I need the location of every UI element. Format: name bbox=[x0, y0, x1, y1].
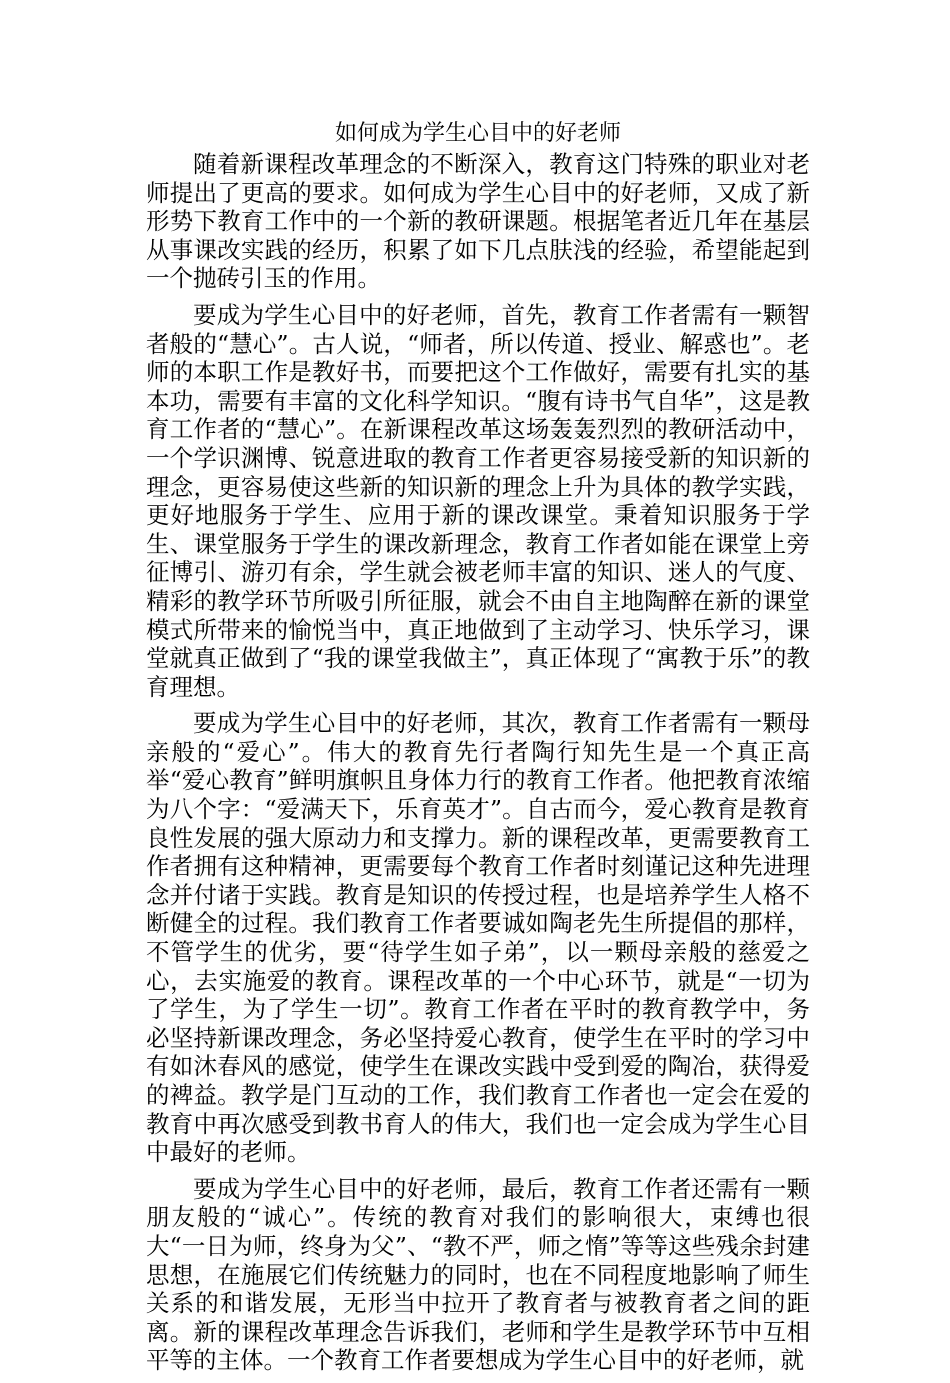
paragraph-love: 要成为学生心目中的好老师，其次，教育工作者需有一颗母亲般的“爱心”。伟大的教育先行者陶行知先生是一个真正高举“爱心教育”鲜明旗帜且身体力行的教育工作者。他把教育浓缩为八个字：“爱满天下，乐育英才”。自古而今，爱心教育是教育良性发展的强大原动力和支撑力。新的课程改革，更需要教育工作者拥有这种精神，更需要每个教育工作者时刻谨记这种先进理念并付诸于实践。教育是知识的传授过程，也是培养学生人格不断健全的过程。我们教育工作者要诚如陶老先生所提倡的那样，不管学生的优劣，要“待学生如子弟”，以一颗母亲般的慈爱之心，去实施爱的教育。课程改革的一个中心环节，就是“一切为了学生，为了学生一切”。教育工作者在平时的教育教学中，务必坚持新课改理念，务必坚持爱心教育，使学生在平时的学习中有如沐春风的感觉，使学生在课改实践中受到爱的陶冶，获得爱的裨益。教学是门互动的工作，我们教育工作者也一定会在爱的教育中再次感受到教书育人的伟大，我们也一定会成为学生心目中最好的老师。 bbox=[146, 709, 810, 1167]
paragraph-sincerity: 要成为学生心目中的好老师，最后，教育工作者还需有一颗朋友般的“诚心”。传统的教育对我们的影响很大，束缚也很大“一日为师，终身为父”、“教不严，师之惰”等等这些残余封建思想，在施展它们传统魅力的同时，也在不同程度地影响了师生关系的和谐发展，无形当中拉开了教育者与被教育者之间的距离。新的课程改革理念告诉我们，老师和学生是教学环节中互相平等的主体。一个教育工作者要想成为学生心目中的好老师，就 bbox=[146, 1174, 810, 1375]
paragraph-intro: 随着新课程改革理念的不断深入，教育这门特殊的职业对老师提出了更高的要求。如何成为学生心目中的好老师，又成了新形势下教育工作中的一个新的教研课题。根据笔者近几年在基层从事课改实践的经历，积累了如下几点肤浅的经验，希望能起到一个抛砖引玉的作用。 bbox=[146, 150, 810, 293]
paragraph-wisdom: 要成为学生心目中的好老师，首先，教育工作者需有一颗智者般的“慧心”。古人说，“师者，所以传道、授业、解惑也”。老师的本职工作是教好书，而要把这个工作做好，需要有扎实的基本功，需要有丰富的文化科学知识。“腹有诗书气自华”，这是教育工作者的“慧心”。在新课程改革这场轰轰烈烈的教研活动中，一个学识渊博、锐意进取的教育工作者更容易接受新的知识新的理念，更容易使这些新的知识新的理念上升为具体的教学实践，更好地服务于学生、应用于新的课改课堂。秉着知识服务于学生、课堂服务于学生的课改新理念，教育工作者如能在课堂上旁征博引、游刃有余，学生就会被老师丰富的知识、迷人的气度、精彩的教学环节所吸引所征服，就会不由自主地陶醉在新的课堂模式所带来的愉悦当中，真正地做到了主动学习、快乐学习，课堂就真正做到了“我的课堂我做主”，真正体现了“寓教于乐”的教育理想。 bbox=[146, 300, 810, 701]
document-title: 如何成为学生心目中的好老师 bbox=[334, 121, 621, 146]
document-page bbox=[146, 118, 810, 1383]
